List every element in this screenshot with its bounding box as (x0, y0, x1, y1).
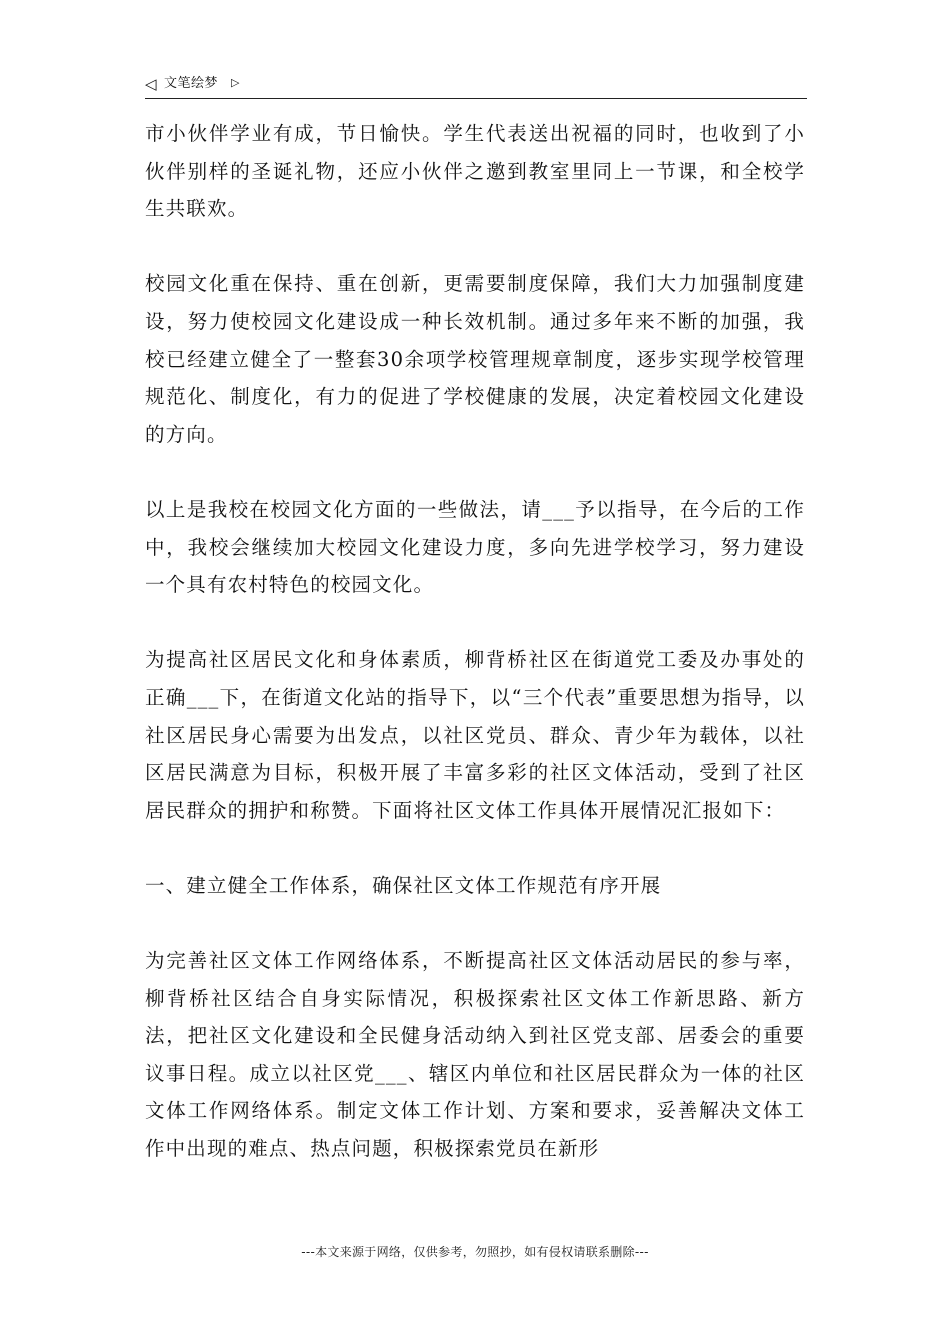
paragraph-2: 校园文化重在保持、重在创新，更需要制度保障，我们大力加强制度建设，努力使校园文化建设成一种长效机制。通过多年来不断的加强，我校已经建立健全了一整套30余项学校管理规章制度，逐步实现学校管理规范化、制度化，有力的促进了学校健康的发展，决定着校园文化建设的方向。 (145, 272, 805, 446)
triangle-right-icon: ▷ (231, 76, 240, 89)
paragraph-5: 为完善社区文体工作网络体系，不断提高社区文体活动居民的参与率，柳背桥社区结合自身实际情况，积极探索社区文体工作新思路、新方法，把社区文化建设和全民健身活动纳入到社区党支部、居委会的重要议事日程。成立以社区党___、辖区内单位和社区居民群众为一体的社区文体工作网络体系。制定文体工作计划、方案和要求，妥善解决文体工作中出现的难点、热点问题，积极探索党员在新形 (145, 949, 805, 1161)
page-footer: ---本文来源于网络，仅供参考，勿照抄，如有侵权请联系删除--- (301, 1245, 649, 1259)
document-body (145, 115, 805, 1168)
page-header (145, 72, 807, 99)
paragraph-1: 市小伙伴学业有成，节日愉快。学生代表送出祝福的同时，也收到了小伙伴别样的圣诞礼物，还应小伙伴之邀到教室里同上一节课，和全校学生共联欢。 (145, 122, 805, 221)
header-title: 文笔绘梦 (164, 76, 219, 91)
paragraph-4: 为提高社区居民文化和身体素质，柳背桥社区在街道党工委及办事处的正确___下，在街道文化站的指导下，以“三个代表”重要思想为指导，以社区居民身心需要为出发点，以社区党员、群众、青少年为载体，以社区居民满意为目标，积极开展了丰富多彩的社区文体活动，受到了社区居民群众的拥护和称赞。下面将社区文体工作具体开展情况汇报如下： (145, 648, 805, 822)
paragraph-3: 以上是我校在校园文化方面的一些做法，请___予以指导，在今后的工作中，我校会继续加大校园文化建设力度，多向先进学校学习，努力建设一个具有农村特色的校园文化。 (145, 497, 805, 597)
triangle-left-icon: ◁ (145, 75, 157, 93)
section-heading-1: 一、建立健全工作体系，确保社区文体工作规范有序开展 (145, 873, 662, 897)
